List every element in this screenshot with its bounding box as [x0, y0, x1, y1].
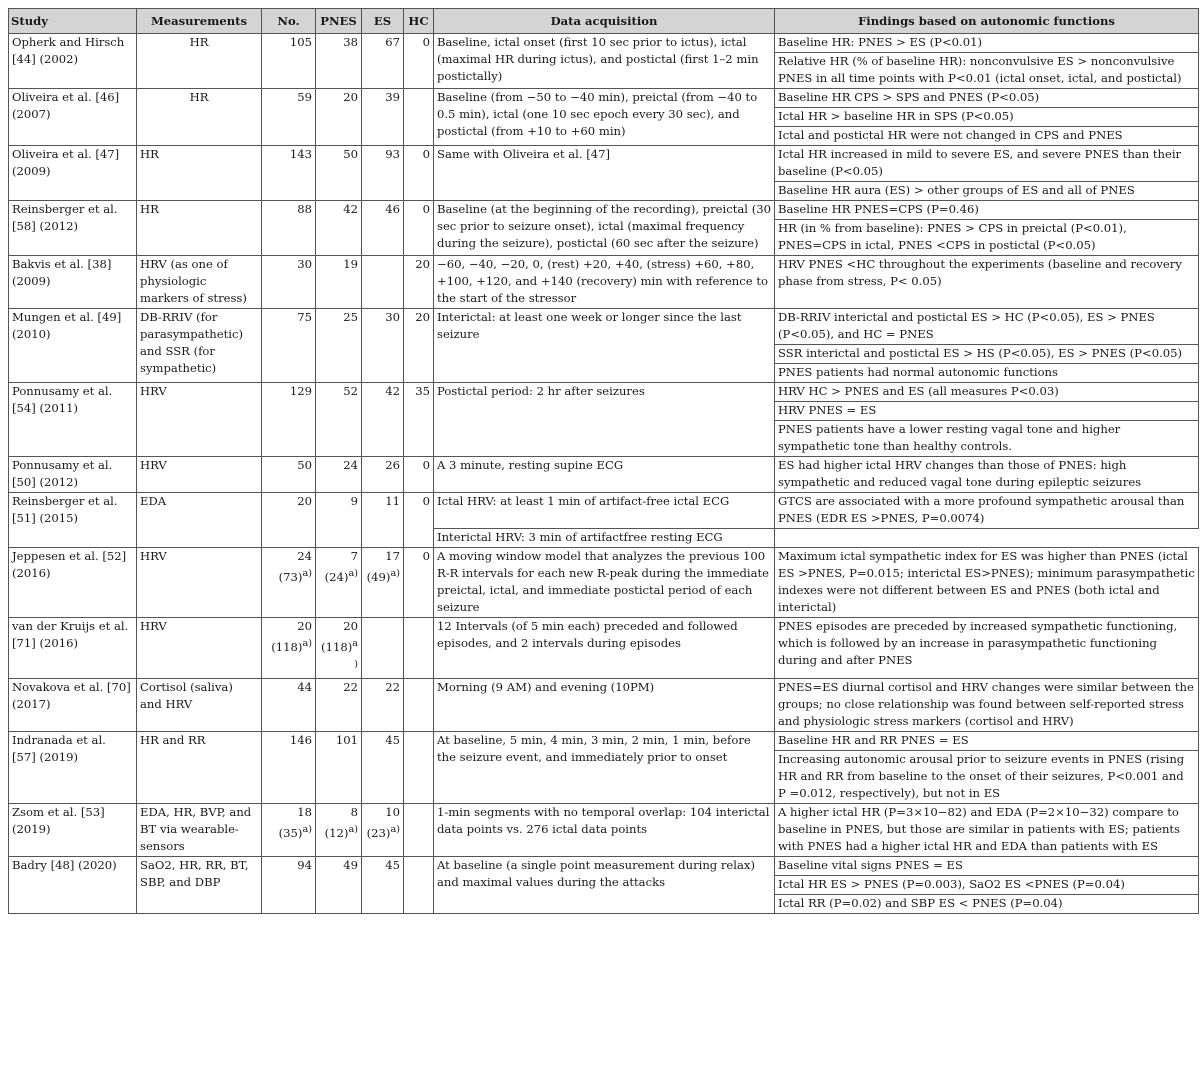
data-acquisition-cell: At baseline, 5 min, 4 min, 3 min, 2 min, 1 min, before the seizure event, and immediately prior to onset	[434, 731, 775, 803]
no-cell-value: 105	[289, 35, 312, 49]
findings-cell: Baseline HR CPS > SPS and PNES (P<0.05)	[775, 89, 1199, 108]
study-cell: Ponnusamy et al. [54] (2011)	[9, 383, 137, 457]
pnes-cell-value: 7 (24)	[324, 549, 358, 584]
table-body	[9, 34, 1199, 914]
findings-cell: DB-RRIV interictal and postictal ES > HC (P<0.05), ES > PNES (P<0.05), and HC = PNES	[775, 309, 1199, 345]
es-cell	[362, 856, 404, 913]
table-row	[9, 457, 1199, 493]
es-cell	[362, 34, 404, 89]
es-cell	[362, 383, 404, 457]
measurements-cell: HRV	[137, 548, 262, 618]
measurements-cell: DB-RRIV (for parasympathetic) and SSR (for sympathetic)	[137, 309, 262, 383]
hc-cell	[404, 309, 434, 383]
table-row	[9, 618, 1199, 679]
es-cell-value: 30	[385, 310, 400, 324]
no-cell-value: 143	[289, 147, 312, 161]
hc-cell-value: 35	[415, 384, 430, 398]
study-cell: Indranada et al. [57] (2019)	[9, 731, 137, 803]
no-cell	[262, 856, 316, 913]
hc-cell-value: 20	[415, 310, 430, 324]
data-acquisition-cell: Baseline (from −50 to −40 min), preictal (from −40 to 0.5 min), ictal (one 10 sec epoch every 30 sec), and postictal (from +10 to +60 min)	[434, 89, 775, 146]
measurements-cell: HRV	[137, 383, 262, 457]
es-cell	[362, 803, 404, 856]
es-cell	[362, 731, 404, 803]
pnes-cell	[316, 457, 362, 493]
findings-cell: PNES=ES diurnal cortisol and HRV changes were similar between the groups; no close relationship was found between self-reported stress and physiologic stress markers (cortisol and HRV)	[775, 678, 1199, 731]
es-cell-value: 39	[385, 90, 400, 104]
findings-cell: Ictal and postictal HR were not changed in CPS and PNES	[775, 127, 1199, 146]
findings-cell: Relative HR (% of baseline HR): nonconvulsive ES > nonconvulsive PNES in all time points with P<0.01 (ictal onset, ictal, and postictal)	[775, 53, 1199, 89]
hc-cell-value: 0	[422, 549, 430, 563]
measurements-cell: HRV	[137, 457, 262, 493]
hc-cell	[404, 731, 434, 803]
findings-cell: HR (in % from baseline): PNES > CPS in preictal (P<0.01), PNES=CPS in ictal, PNES <CPS in postictal (P<0.05)	[775, 220, 1199, 256]
table-row	[9, 548, 1199, 618]
study-cell: Badry [48] (2020)	[9, 856, 137, 913]
es-cell-value: 67	[385, 35, 400, 49]
header-row	[9, 9, 1199, 34]
no-cell	[262, 201, 316, 256]
data-acquisition-cell: A 3 minute, resting supine ECG	[434, 457, 775, 493]
measurements-cell: EDA	[137, 493, 262, 548]
data-acquisition-cell: Morning (9 AM) and evening (10PM)	[434, 678, 775, 731]
no-cell	[262, 146, 316, 201]
no-cell-value: 129	[289, 384, 312, 398]
findings-cell: Baseline vital signs PNES = ES	[775, 856, 1199, 875]
no-cell-value: 18 (35)	[278, 804, 312, 840]
es-cell	[362, 201, 404, 256]
es-cell-value: 17 (49)	[366, 549, 400, 584]
pnes-cell	[316, 856, 362, 913]
data-acquisition-cell: 12 Intervals (of 5 min each) preceded and followed episodes, and 2 intervals during episodes	[434, 618, 775, 679]
no-cell	[262, 493, 316, 548]
study-cell: Mungen et al. [49] (2010)	[9, 309, 137, 383]
pnes-cell	[316, 493, 362, 548]
pnes-cell-value: 38	[343, 35, 358, 49]
es-cell	[362, 89, 404, 146]
no-cell	[262, 618, 316, 679]
footnote-marker: a)	[302, 823, 312, 835]
es-cell-value: 46	[385, 202, 400, 216]
es-cell-value: 45	[385, 732, 400, 747]
no-cell-value: 75	[297, 310, 312, 324]
table-row	[9, 309, 1199, 345]
footnote-marker: a)	[390, 823, 400, 835]
pnes-cell-value: 42	[343, 202, 358, 216]
hc-cell	[404, 256, 434, 309]
es-cell	[362, 256, 404, 309]
es-cell-value: 42	[385, 384, 400, 398]
table-row	[9, 201, 1199, 220]
pnes-cell-value: 24	[343, 458, 358, 472]
es-cell-value: 10 (23)	[366, 804, 400, 840]
study-cell: Bakvis et al. [38] (2009)	[9, 256, 137, 309]
es-cell-value: 22	[385, 679, 400, 694]
data-acquisition-cell: Postictal period: 2 hr after seizures	[434, 383, 775, 457]
pnes-cell	[316, 309, 362, 383]
pnes-cell	[316, 803, 362, 856]
pnes-cell	[316, 383, 362, 457]
table-row	[9, 146, 1199, 182]
findings-cell: Baseline HR and RR PNES = ES	[775, 731, 1199, 750]
es-cell	[362, 618, 404, 679]
pnes-cell-value: 25	[343, 310, 358, 324]
no-cell-value: 88	[297, 202, 312, 216]
findings-cell: PNES episodes are preceded by increased sympathetic functioning, which is followed by an increase in parasympathetic functioning during and after PNES	[775, 618, 1199, 679]
study-cell: Novakova et al. [70] (2017)	[9, 678, 137, 731]
findings-cell: ES had higher ictal HRV changes than those of PNES: high sympathetic and reduced vagal tone during epileptic seizures	[775, 457, 1199, 493]
findings-cell: GTCS are associated with a more profound sympathetic arousal than PNES (EDR ES >PNES, P=0.0074)	[775, 493, 1199, 529]
measurements-cell: HR	[137, 34, 262, 89]
no-cell-value: 30	[297, 257, 312, 271]
es-cell-value: 45	[385, 857, 400, 872]
col-header-data-acquisition: Data acquisition	[434, 9, 775, 34]
pnes-cell-value: 52	[343, 384, 358, 398]
data-acquisition-cell: Interictal HRV: 3 min of artifactfree resting ECG	[434, 529, 775, 548]
table-row	[9, 383, 1199, 402]
footnote-marker: a)	[390, 568, 400, 579]
hc-cell-value: 0	[422, 458, 430, 472]
pnes-cell	[316, 731, 362, 803]
footnote-marker: a)	[348, 823, 358, 835]
measurements-cell: Cortisol (saliva) and HRV	[137, 678, 262, 731]
no-cell	[262, 89, 316, 146]
data-acquisition-cell: −60, −40, −20, 0, (rest) +20, +40, (stress) +60, +80, +100, +120, and +140 (recovery) min with reference to the start of the stressor	[434, 256, 775, 309]
data-acquisition-cell: Same with Oliveira et al. [47]	[434, 146, 775, 201]
no-cell-value: 44	[297, 679, 312, 694]
no-cell-value: 94	[297, 857, 312, 872]
measurements-cell: HRV	[137, 618, 262, 679]
table-row	[9, 856, 1199, 875]
pnes-cell	[316, 618, 362, 679]
pnes-cell	[316, 34, 362, 89]
hc-cell-value: 20	[415, 257, 430, 271]
measurements-cell: HR	[137, 201, 262, 256]
hc-cell	[404, 856, 434, 913]
no-cell	[262, 678, 316, 731]
data-acquisition-cell: Baseline (at the beginning of the recording), preictal (30 sec prior to seizure onset), ictal (maximal frequency during the seizure), postictal (60 sec after the seizure)	[434, 201, 775, 256]
footnote-marker: a)	[302, 638, 312, 649]
col-header-pnes: PNES	[316, 9, 362, 34]
no-cell	[262, 34, 316, 89]
es-cell	[362, 548, 404, 618]
findings-cell: Baseline HR: PNES > ES (P<0.01)	[775, 34, 1199, 53]
pnes-cell	[316, 201, 362, 256]
footnote-marker: a)	[352, 638, 358, 670]
no-cell	[262, 803, 316, 856]
pnes-cell-value: 8 (12)	[324, 804, 358, 840]
es-cell-value: 93	[385, 147, 400, 161]
data-acquisition-cell: A moving window model that analyzes the previous 100 R-R intervals for each new R-peak during the immediate preictal, ictal, and immediate postictal period of each seizure	[434, 548, 775, 618]
footnote-marker: a)	[348, 568, 358, 579]
findings-cell: Increasing autonomic arousal prior to seizure events in PNES (rising HR and RR from baseline to the onset of their seizures, P<0.001 and P =0.012, respectively), but not in ES	[775, 750, 1199, 803]
pnes-cell	[316, 146, 362, 201]
findings-cell: Ictal RR (P=0.02) and SBP ES < PNES (P=0.04)	[775, 894, 1199, 913]
findings-cell: PNES patients have a lower resting vagal tone and higher sympathetic tone than healthy controls.	[775, 421, 1199, 457]
es-cell	[362, 309, 404, 383]
es-cell	[362, 457, 404, 493]
pnes-cell-value: 101	[335, 732, 358, 747]
no-cell-value: 50	[297, 458, 312, 472]
hc-cell	[404, 618, 434, 679]
hc-cell	[404, 803, 434, 856]
table-row	[9, 678, 1199, 731]
pnes-cell-value: 22	[343, 679, 358, 694]
no-cell-value: 24 (73)	[278, 549, 312, 584]
pnes-cell	[316, 256, 362, 309]
data-acquisition-cell: Ictal HRV: at least 1 min of artifact-free ictal ECG	[434, 493, 775, 529]
table-row	[9, 89, 1199, 108]
measurements-cell: EDA, HR, BVP, and BT via wearable-sensors	[137, 803, 262, 856]
hc-cell-value: 0	[422, 494, 430, 508]
no-cell	[262, 457, 316, 493]
es-cell-value: 26	[385, 458, 400, 472]
col-header-study: Study	[9, 9, 137, 34]
measurements-cell: HR	[137, 89, 262, 146]
pnes-cell-value: 9	[350, 494, 358, 508]
hc-cell	[404, 678, 434, 731]
pnes-cell-value: 49	[343, 857, 358, 872]
col-header-findings: Findings based on autonomic functions	[775, 9, 1199, 34]
no-cell	[262, 383, 316, 457]
measurements-cell: SaO2, HR, RR, BT, SBP, and DBP	[137, 856, 262, 913]
study-cell: Ponnusamy et al. [50] (2012)	[9, 457, 137, 493]
measurements-cell: HRV (as one of physiologic markers of stress)	[137, 256, 262, 309]
data-acquisition-cell: Interictal: at least one week or longer since the last seizure	[434, 309, 775, 383]
pnes-cell	[316, 89, 362, 146]
hc-cell-value: 0	[422, 147, 430, 161]
findings-cell: PNES patients had normal autonomic functions	[775, 364, 1199, 383]
hc-cell	[404, 548, 434, 618]
no-cell	[262, 309, 316, 383]
col-header-measurements: Measurements	[137, 9, 262, 34]
findings-cell: Baseline HR PNES=CPS (P=0.46)	[775, 201, 1199, 220]
col-header-hc: HC	[404, 9, 434, 34]
findings-cell: Ictal HR > baseline HR in SPS (P<0.05)	[775, 108, 1199, 127]
study-cell: Jeppesen et al. [52] (2016)	[9, 548, 137, 618]
findings-cell: Ictal HR ES > PNES (P=0.003), SaO2 ES <PNES (P=0.04)	[775, 875, 1199, 894]
no-cell-value: 20 (118)	[271, 619, 312, 654]
table-row	[9, 803, 1199, 856]
hc-cell	[404, 383, 434, 457]
study-cell: Reinsberger et al. [58] (2012)	[9, 201, 137, 256]
no-cell	[262, 548, 316, 618]
es-cell	[362, 493, 404, 548]
hc-cell	[404, 34, 434, 89]
findings-cell: A higher ictal HR (P=3×10−82) and EDA (P=2×10−32) compare to baseline in PNES, but those are similar in patients with ES; patients with PNES had a higher ictal HR and EDA than patients with ES	[775, 803, 1199, 856]
measurements-cell: HR and RR	[137, 731, 262, 803]
study-cell: Zsom et al. [53] (2019)	[9, 803, 137, 856]
findings-cell: HRV PNES = ES	[775, 402, 1199, 421]
study-cell: van der Kruijs et al. [71] (2016)	[9, 618, 137, 679]
pnes-cell	[316, 548, 362, 618]
data-acquisition-cell: At baseline (a single point measurement during relax) and maximal values during the attacks	[434, 856, 775, 913]
pnes-cell	[316, 678, 362, 731]
pnes-cell-value: 50	[343, 147, 358, 161]
hc-cell-value: 0	[422, 35, 430, 49]
studies-table	[8, 8, 1199, 914]
findings-cell: SSR interictal and postictal ES > HS (P<0.05), ES > PNES (P<0.05)	[775, 345, 1199, 364]
es-cell-value: 11	[385, 494, 400, 508]
hc-cell-value: 0	[422, 202, 430, 216]
findings-cell: Maximum ictal sympathetic index for ES was higher than PNES (ictal ES >PNES, P=0.015; interictal ES>PNES); minimum parasympathetic indexes were not different between ES and PNES (both ictal and interictal)	[775, 548, 1199, 618]
es-cell	[362, 146, 404, 201]
no-cell	[262, 256, 316, 309]
table-row	[9, 256, 1199, 309]
pnes-cell-value: 20	[343, 90, 358, 104]
findings-cell: Baseline HR aura (ES) > other groups of ES and all of PNES	[775, 182, 1199, 201]
findings-cell: HRV HC > PNES and ES (all measures P<0.03)	[775, 383, 1199, 402]
col-header-es: ES	[362, 9, 404, 34]
col-header-no: No.	[262, 9, 316, 34]
pnes-cell-value: 20 (118)	[321, 619, 358, 654]
no-cell	[262, 731, 316, 803]
no-cell-value: 59	[297, 90, 312, 104]
table-row	[9, 34, 1199, 53]
table-row	[9, 731, 1199, 750]
hc-cell	[404, 146, 434, 201]
study-cell: Opherk and Hirsch [44] (2002)	[9, 34, 137, 89]
findings-cell: Ictal HR increased in mild to severe ES, and severe PNES than their baseline (P<0.05)	[775, 146, 1199, 182]
hc-cell	[404, 457, 434, 493]
hc-cell	[404, 89, 434, 146]
pnes-cell-value: 19	[343, 257, 358, 271]
table-row	[9, 493, 1199, 529]
hc-cell	[404, 201, 434, 256]
study-cell: Oliveira et al. [46] (2007)	[9, 89, 137, 146]
data-acquisition-cell: 1-min segments with no temporal overlap: 104 interictal data points vs. 276 ictal data points	[434, 803, 775, 856]
es-cell	[362, 678, 404, 731]
study-cell: Reinsberger et al. [51] (2015)	[9, 493, 137, 548]
study-cell: Oliveira et al. [47] (2009)	[9, 146, 137, 201]
no-cell-value: 146	[289, 732, 312, 747]
findings-cell: HRV PNES <HC throughout the experiments (baseline and recovery phase from stress, P< 0.05)	[775, 256, 1199, 309]
measurements-cell: HR	[137, 146, 262, 201]
footnote-marker: a)	[302, 568, 312, 579]
no-cell-value: 20	[297, 494, 312, 508]
data-acquisition-cell: Baseline, ictal onset (first 10 sec prior to ictus), ictal (maximal HR during ictus), and postictal (first 1–2 min postictally)	[434, 34, 775, 89]
hc-cell	[404, 493, 434, 548]
